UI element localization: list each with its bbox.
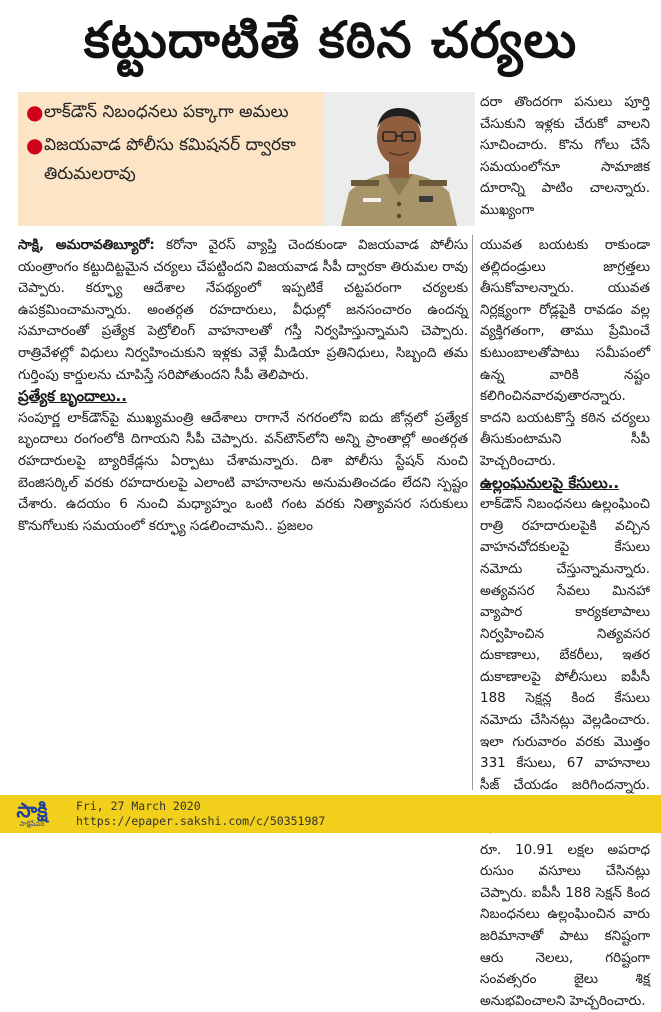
subheading: ఉల్లంఘనులపై కేసులు..: [480, 473, 620, 492]
logo-word: సాక్షి: [16, 797, 48, 822]
column-divider: [472, 235, 473, 790]
article-paragraph: [18, 235, 468, 386]
article-paragraph: సంపూర్ణ లాక్‌డౌన్‌పై ముఖ్యమంత్రి ఆదేశాలు రాగానే నగరంలోని ఐదు జోన్లలో ప్రత్యేక బృందాలు రంగంలోకి దిగాయని సీపీ చెప్పారు. వన్‌టౌన్‌లోని అన్ని ప్రాంతాల్లో అంతర్గత రహదారులపై బ్యారికేడ్లను ఏర్పాటు చేశామన్నారు. దిశా పోలీసు స్టేషన్ నుంచి బెంజిసర్కిల్ వరకు రహదారులపై ఎలాంటి వాహనాలను అనుమతించడం లేదని స్పష్టం చేశారు. ఉదయం 6 నుంచి మధ్యాహ్నం ఒంటి గంట వరకు నిత్యావసర సరుకులు కొనుగోలుకు సమయంలో కర్ఫ్యూ సడలించామని.. ప్రజలం: [18, 409, 468, 534]
footer-bar: [0, 795, 661, 833]
subheading: ప్రత్యేక బృందాలు..: [18, 387, 127, 406]
article-column-right: [480, 235, 650, 1009]
article-column-left: [18, 235, 468, 793]
source-url[interactable]: https://epaper.sakshi.com/c/50351987: [76, 814, 326, 828]
article-text: కరోనా వైరస్ వ్యాప్తి చెందకుండా విజయవాడ పోలీసు యంత్రాంగం కట్టుదిట్టమైన చర్యలు చేపట్టిందని విజయవాడ సీపీ ద్వారకా తిరుమల రావు చెప్పారు. కర్ఫ్యూ ఆదేశాల నేపథ్యంలో ఇప్పటికే చట్టపరంగా చర్యలకు ఉపక్రమించామన్నారు. అంతర్గత రహదారులు, వీధుల్లో జనసంచారం ఉందన్న సమాచారంతో ప్రత్యేక పెట్రోలింగ్ వాహనాలతో గస్తీ నిర్వహిస్తున్నామని చెప్పారు. రాత్రివేళల్లో విధులు నిర్వహించుకుని ఇళ్లకు వెళ్లే మీడియా ప్రతినిధులు, సిబ్బంది తమ గుర్తింపు కార్డులను చూపిస్తే సరిపోతుందని సీపీ తెలిపారు.: [18, 237, 468, 383]
highlight-item: [26, 98, 315, 127]
article-paragraph: లాక్‌డౌన్ నిబంధనలు ఉల్లంఘించి రాత్రి రహదారులపైకి వచ్చిన వాహనచోదకులపై కేసులు నమోదు చేస్తున్నామన్నారు. అత్యవసర సేవలు మినహా వ్యాపార కార్యకలాపాలు నిర్వహించిన నిత్యవసర దుకాణాలు, బేకరీలు, ఇతర దుకాణాలపై పోలీసులు ఐపీసీ 188 సెక్షన్ల కింద కేసులు నమోదు చేసినట్లు వెల్లడించారు. ఇలా గురువారం వరకు మొత్తం 331 కేసులు, 67 వాహనాలు సీజ్ చేయడం జరిగిందన్నారు. రూ. 10.91 లక్షల అపరాధ రుసుం వసూలు చేసినట్లు చెప్పారు. ఐపీసీ 188 సెక్షన్ కింద నిబంధనలు ఉల్లంఘించిన వారు జరిమానాతో పాటు కనిష్టంగా ఆరు నెలలు, గరిష్టంగా సంవత్సరం జైలు శిక్ష అనుభవించాలని హెచ్చరించారు.: [480, 496, 650, 1009]
highlight-item: [26, 131, 315, 189]
logo-subtitle: సాక్షిపేపర్: [19, 819, 45, 828]
publish-date: Fri, 27 March 2020: [76, 799, 201, 813]
article-paragraph: దరా తొందరగా పనులు పూర్తి చేసుకుని ఇళ్లకు చేరుకో వాలని సూచించారు. కొను గోలు చేసే సమయంలోనూ సామాజిక దూరాన్ని పాటిం చాలన్నారు. ముఖ్యంగా: [480, 94, 650, 218]
bullet-icon: ●: [26, 100, 44, 124]
highlight-text: లాక్‌డౌన్ నిబంధనలు పక్కాగా అమలు: [44, 102, 289, 122]
sakshi-logo: [4, 797, 60, 831]
bullet-icon: ●: [26, 133, 44, 157]
article-paragraph: యువత బయటకు రాకుండా తల్లిదండ్రులు జాగ్రత్తలు తీసుకోవాలన్నారు. యువత నిర్లక్ష్యంగా రోడ్లపైకి రావడం వల్ల వ్యక్తిగతంగా, తాము ప్రేమించే కుటుంబాలతోపాటు సమీపంలో ఉన్న వారికి నష్టం కలిగించినవారవుతారన్నారు. కాదని బయటకొస్తే కఠిన చర్యలు తీసుకుంటామని సీపీ హెచ్చరించారు.: [480, 237, 650, 469]
highlights-box: [18, 92, 323, 226]
footer-meta: [76, 799, 325, 829]
police-commissioner-photo: [323, 92, 475, 226]
highlight-text: విజయవాడ పోలీసు కమిషనర్ ద్వారకా తిరుమలరావు: [44, 135, 296, 184]
headline: కట్టుదాటితే కఠిన చర్యలు: [83, 11, 578, 69]
article-column-right-top: [480, 92, 650, 234]
officer-photo-icon: [323, 92, 475, 226]
dateline: సాక్షి, అమరావతిబ్యూరో:: [18, 237, 155, 253]
